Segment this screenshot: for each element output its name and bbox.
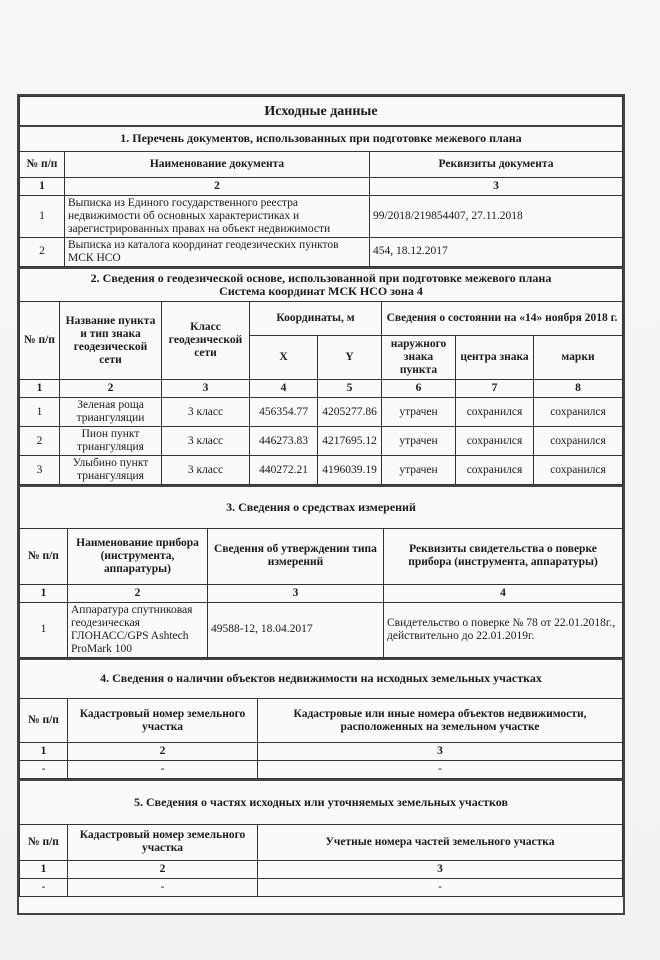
s4-colnum: 3: [258, 743, 623, 761]
section5-table: [19, 779, 623, 913]
coord-x: 440272.21: [250, 456, 318, 485]
s5-colnum: 1: [20, 860, 68, 878]
s3-header-certificate: Реквизиты свидетельства о поверке прибора (инструмента, аппаратуры): [384, 528, 623, 584]
verification-certificate: Свидетельство о поверке № 78 от 22.01.2018г., действительно до 22.01.2019г.: [384, 602, 623, 657]
section2-table: [19, 267, 623, 486]
s5-header-n: № п/п: [20, 824, 68, 860]
source-data-form: [17, 94, 625, 915]
cadastral-number: -: [68, 878, 258, 896]
s2-colnum: 2: [60, 380, 162, 398]
outer-sign-state: утрачен: [382, 427, 456, 456]
row-number: 3: [20, 456, 60, 485]
s4-header-objects: Кадастровые или иные номера объектов недвижимости, расположенных на земельном участке: [258, 699, 623, 743]
mark-state: сохранился: [534, 456, 623, 485]
s5-colnum: 2: [68, 860, 258, 878]
table-row: [20, 398, 623, 427]
bottom-spacer: [20, 896, 623, 913]
s1-colnum: 1: [20, 177, 65, 195]
s3-header-device: Наименование прибора (инструмента, аппаратуры): [68, 528, 208, 584]
s3-colnum: 2: [68, 584, 208, 602]
s4-colnum: 1: [20, 743, 68, 761]
s2-header-center: центра знака: [456, 336, 534, 380]
device-name: Аппаратура спутниковая геодезическая ГЛОНАСС/GPS Ashtech ProMark 100: [68, 602, 208, 657]
outer-sign-state: утрачен: [382, 398, 456, 427]
s2-colnum: 4: [250, 380, 318, 398]
mark-state: сохранился: [534, 398, 623, 427]
s2-colnum: 7: [456, 380, 534, 398]
s2-colnum: 6: [382, 380, 456, 398]
s4-colnum: 2: [68, 743, 258, 761]
document-details: 454, 18.12.2017: [370, 237, 623, 266]
row-number: 1: [20, 195, 65, 237]
center-state: сохранился: [456, 398, 534, 427]
s5-colnum: 3: [258, 860, 623, 878]
coord-y: 4217695.12: [318, 427, 382, 456]
section3-heading: 3. Сведения о средствах измерений: [20, 486, 623, 528]
section4-heading: 4. Сведения о наличии объектов недвижимости на исходных земельных участках: [20, 659, 623, 699]
s3-header-approval: Сведения об утверждении типа измерений: [208, 528, 384, 584]
table-row: [20, 427, 623, 456]
s3-header-n: № п/п: [20, 528, 68, 584]
s1-header-name: Наименование документа: [65, 151, 370, 177]
section2-heading: [20, 268, 623, 302]
type-approval: 49588-12, 18.04.2017: [208, 602, 384, 657]
section3-table: [19, 485, 623, 658]
cadastral-number: -: [68, 761, 258, 779]
s3-colnum: 1: [20, 584, 68, 602]
s5-header-cad: Кадастровый номер земельного участка: [68, 824, 258, 860]
part-numbers: -: [258, 878, 623, 896]
section4-table: [19, 658, 623, 780]
document-details: 99/2018/219854407, 27.11.2018: [370, 195, 623, 237]
s2-header-coords: Координаты, м: [250, 302, 382, 336]
s2-header-n: № п/п: [20, 302, 60, 380]
s3-colnum: 3: [208, 584, 384, 602]
row-number: 2: [20, 237, 65, 266]
s1-header-n: № п/п: [20, 151, 65, 177]
document-name: Выписка из каталога координат геодезических пунктов МСК НСО: [65, 237, 370, 266]
s2-colnum: 5: [318, 380, 382, 398]
section5-heading: 5. Сведения о частях исходных или уточняемых земельных участков: [20, 780, 623, 824]
s2-header-y: Y: [318, 336, 382, 380]
row-number: 1: [20, 602, 68, 657]
table-row: [20, 878, 623, 896]
table-row: [20, 602, 623, 657]
s2-header-name: Название пункта и тип знака геодезической сети: [60, 302, 162, 380]
table-row: [20, 237, 623, 266]
s2-header-outer: наружного знака пункта: [382, 336, 456, 380]
s5-header-parts: Учетные номера частей земельного участка: [258, 824, 623, 860]
mark-state: сохранился: [534, 427, 623, 456]
outer-sign-state: утрачен: [382, 456, 456, 485]
coord-x: 456354.77: [250, 398, 318, 427]
document-name: Выписка из Единого государственного реестра недвижимости об основных характеристиках и зарегистрированных правах на объект недвижимости: [65, 195, 370, 237]
real-estate-objects: -: [258, 761, 623, 779]
s1-header-details: Реквизиты документа: [370, 151, 623, 177]
s2-colnum: 8: [534, 380, 623, 398]
s2-header-state: Сведения о состоянии на «14» ноября 2018 г.: [382, 302, 623, 336]
network-class: 3 класс: [162, 398, 250, 427]
point-name: Зеленая роща триангуляции: [60, 398, 162, 427]
s2-header-x: X: [250, 336, 318, 380]
s2-header-class: Класс геодезической сети: [162, 302, 250, 380]
s2-header-mark: марки: [534, 336, 623, 380]
point-name: Улыбино пункт триангуляция: [60, 456, 162, 485]
s4-header-n: № п/п: [20, 699, 68, 743]
s2-colnum: 3: [162, 380, 250, 398]
table-row: [20, 195, 623, 237]
center-state: сохранился: [456, 427, 534, 456]
row-number: -: [20, 878, 68, 896]
network-class: 3 класс: [162, 427, 250, 456]
coord-y: 4205277.86: [318, 398, 382, 427]
center-state: сохранился: [456, 456, 534, 485]
row-number: -: [20, 761, 68, 779]
s1-colnum: 2: [65, 177, 370, 195]
row-number: 1: [20, 398, 60, 427]
section1-heading: 1. Перечень документов, использованных при подготовке межевого плана: [20, 127, 623, 151]
table-row: [20, 456, 623, 485]
s2-colnum: 1: [20, 380, 60, 398]
document-title: Исходные данные: [20, 97, 623, 127]
point-name: Пион пункт триангуляция: [60, 427, 162, 456]
s4-header-cad: Кадастровый номер земельного участка: [68, 699, 258, 743]
s3-colnum: 4: [384, 584, 623, 602]
table-row: [20, 761, 623, 779]
title-table: [19, 96, 623, 127]
coordinate-system: Система координат МСК НСО зона 4: [219, 283, 423, 298]
s1-colnum: 3: [370, 177, 623, 195]
network-class: 3 класс: [162, 456, 250, 485]
row-number: 2: [20, 427, 60, 456]
section1-table: [19, 127, 623, 267]
coord-y: 4196039.19: [318, 456, 382, 485]
coord-x: 446273.83: [250, 427, 318, 456]
section2-title: 2. Сведения о геодезической основе, использованной при подготовке межевого плана: [90, 270, 552, 285]
